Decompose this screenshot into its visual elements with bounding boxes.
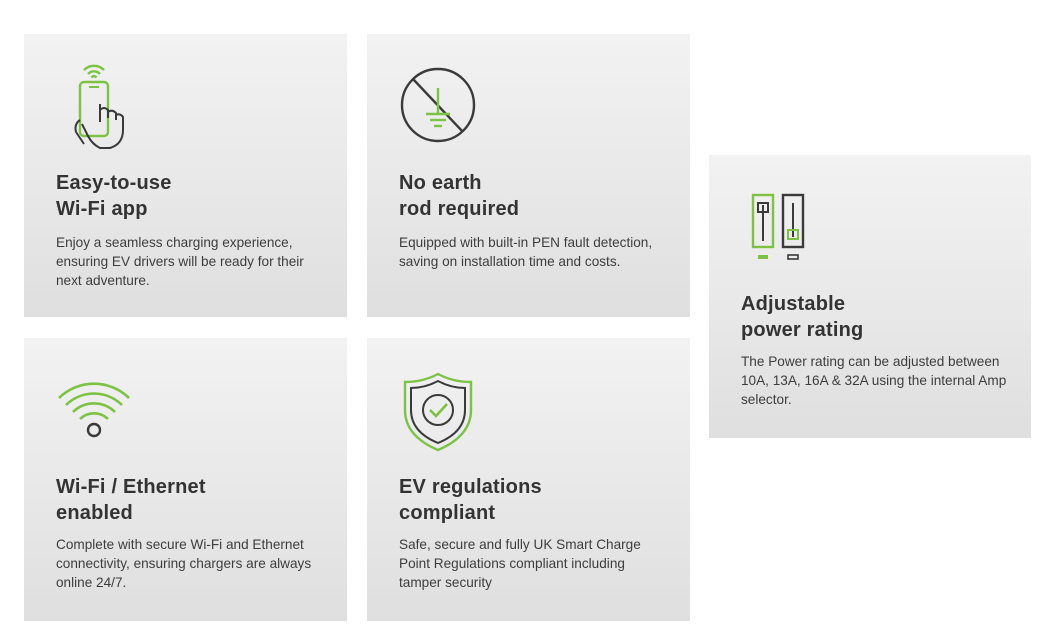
feature-card-no-earth-rod: [367, 34, 690, 317]
feature-card-wifi-app: [24, 34, 347, 317]
phone-wifi-hand-icon: [70, 60, 140, 157]
feature-description: Equipped with built-in PEN fault detection, saving on installation time and costs.: [399, 235, 653, 269]
no-earth-rod-icon: [399, 66, 477, 149]
feature-title: No earth rod required: [399, 172, 520, 220]
feature-card-ev-regulations: [367, 338, 690, 621]
feature-card-wifi-ethernet: [24, 338, 347, 621]
feature-description: Enjoy a seamless charging experience, ensuring EV drivers will be ready for their next adventure.: [56, 235, 304, 288]
wifi-icon: [56, 376, 132, 443]
feature-title: Easy-to-use Wi-Fi app: [56, 172, 172, 220]
feature-title: Adjustable power rating: [741, 293, 864, 341]
feature-title: EV regulations compliant: [399, 476, 542, 524]
feature-description: Complete with secure Wi-Fi and Ethernet connectivity, ensuring chargers are always online 24/7.: [56, 537, 312, 590]
feature-description: The Power rating can be adjusted between 10A, 13A, 16A & 32A using the internal Amp selector.: [741, 354, 1007, 407]
shield-check-icon: [403, 372, 473, 457]
feature-card-power-rating: [709, 155, 1031, 438]
power-slider-icon: [751, 193, 811, 268]
feature-title: Wi-Fi / Ethernet enabled: [56, 476, 206, 524]
feature-description: Safe, secure and fully UK Smart Charge Point Regulations compliant including tamper security: [399, 537, 641, 590]
